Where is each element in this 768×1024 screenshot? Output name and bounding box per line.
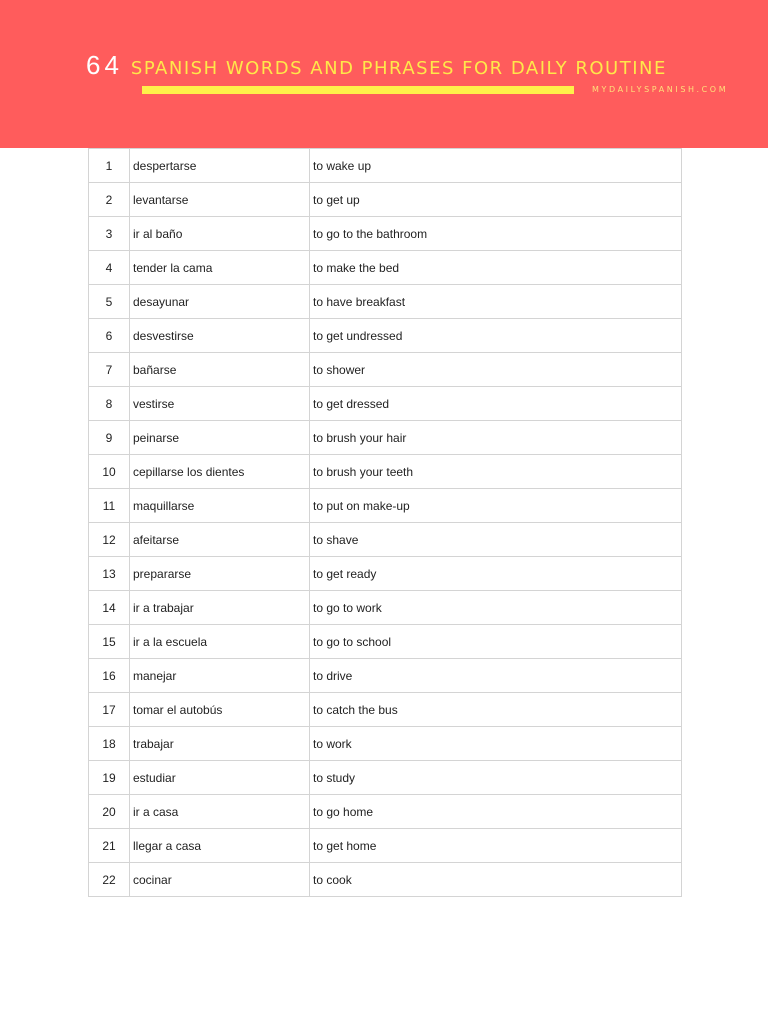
table-row <box>89 523 682 557</box>
english-translation: to study <box>310 761 682 795</box>
row-number: 12 <box>89 523 130 557</box>
spanish-term: levantarse <box>130 183 310 217</box>
english-translation: to get ready <box>310 557 682 591</box>
spanish-term: desvestirse <box>130 319 310 353</box>
row-number: 3 <box>89 217 130 251</box>
table-row <box>89 557 682 591</box>
row-number: 20 <box>89 795 130 829</box>
english-translation: to wake up <box>310 149 682 183</box>
table-row <box>89 761 682 795</box>
english-translation: to shower <box>310 353 682 387</box>
title-number: 64 <box>86 50 123 80</box>
spanish-term: cepillarse los dientes <box>130 455 310 489</box>
table-row <box>89 183 682 217</box>
english-translation: to go to school <box>310 625 682 659</box>
table-row <box>89 863 682 897</box>
vocabulary-table-body <box>89 149 682 897</box>
table-row <box>89 489 682 523</box>
spanish-term: estudiar <box>130 761 310 795</box>
table-row <box>89 659 682 693</box>
table-row <box>89 727 682 761</box>
english-translation: to go to the bathroom <box>310 217 682 251</box>
table-row <box>89 353 682 387</box>
site-url: MYDAILYSPANISH.COM <box>592 85 729 94</box>
row-number: 15 <box>89 625 130 659</box>
row-number: 17 <box>89 693 130 727</box>
spanish-term: ir a la escuela <box>130 625 310 659</box>
english-translation: to make the bed <box>310 251 682 285</box>
row-number: 11 <box>89 489 130 523</box>
english-translation: to go home <box>310 795 682 829</box>
spanish-term: ir a casa <box>130 795 310 829</box>
spanish-term: despertarse <box>130 149 310 183</box>
title-text: SPANISH WORDS AND PHRASES FOR DAILY ROUTINE <box>130 58 667 79</box>
row-number: 2 <box>89 183 130 217</box>
table-row <box>89 455 682 489</box>
spanish-term: ir a trabajar <box>130 591 310 625</box>
row-number: 7 <box>89 353 130 387</box>
row-number: 19 <box>89 761 130 795</box>
english-translation: to work <box>310 727 682 761</box>
spanish-term: tender la cama <box>130 251 310 285</box>
table-row <box>89 693 682 727</box>
table-row <box>89 795 682 829</box>
spanish-term: llegar a casa <box>130 829 310 863</box>
table-row <box>89 319 682 353</box>
table-row <box>89 251 682 285</box>
table-row <box>89 421 682 455</box>
title-underline-bar <box>142 86 574 94</box>
spanish-term: trabajar <box>130 727 310 761</box>
spanish-term: cocinar <box>130 863 310 897</box>
english-translation: to get home <box>310 829 682 863</box>
row-number: 14 <box>89 591 130 625</box>
spanish-term: afeitarse <box>130 523 310 557</box>
table-row <box>89 387 682 421</box>
english-translation: to brush your hair <box>310 421 682 455</box>
row-number: 21 <box>89 829 130 863</box>
table-row <box>89 217 682 251</box>
row-number: 8 <box>89 387 130 421</box>
row-number: 6 <box>89 319 130 353</box>
table-row <box>89 149 682 183</box>
spanish-term: peinarse <box>130 421 310 455</box>
row-number: 16 <box>89 659 130 693</box>
header-banner <box>0 0 768 148</box>
spanish-term: bañarse <box>130 353 310 387</box>
english-translation: to get up <box>310 183 682 217</box>
spanish-term: maquillarse <box>130 489 310 523</box>
vocabulary-table <box>88 148 682 897</box>
row-number: 9 <box>89 421 130 455</box>
row-number: 5 <box>89 285 130 319</box>
table-row <box>89 829 682 863</box>
english-translation: to drive <box>310 659 682 693</box>
row-number: 18 <box>89 727 130 761</box>
page-title <box>86 50 667 86</box>
row-number: 22 <box>89 863 130 897</box>
english-translation: to catch the bus <box>310 693 682 727</box>
english-translation: to have breakfast <box>310 285 682 319</box>
english-translation: to cook <box>310 863 682 897</box>
english-translation: to shave <box>310 523 682 557</box>
spanish-term: vestirse <box>130 387 310 421</box>
spanish-term: manejar <box>130 659 310 693</box>
row-number: 13 <box>89 557 130 591</box>
english-translation: to put on make-up <box>310 489 682 523</box>
spanish-term: desayunar <box>130 285 310 319</box>
english-translation: to get dressed <box>310 387 682 421</box>
english-translation: to get undressed <box>310 319 682 353</box>
row-number: 10 <box>89 455 130 489</box>
spanish-term: tomar el autobús <box>130 693 310 727</box>
english-translation: to go to work <box>310 591 682 625</box>
table-row <box>89 285 682 319</box>
table-row <box>89 591 682 625</box>
table-row <box>89 625 682 659</box>
row-number: 1 <box>89 149 130 183</box>
row-number: 4 <box>89 251 130 285</box>
spanish-term: ir al baño <box>130 217 310 251</box>
english-translation: to brush your teeth <box>310 455 682 489</box>
spanish-term: prepararse <box>130 557 310 591</box>
